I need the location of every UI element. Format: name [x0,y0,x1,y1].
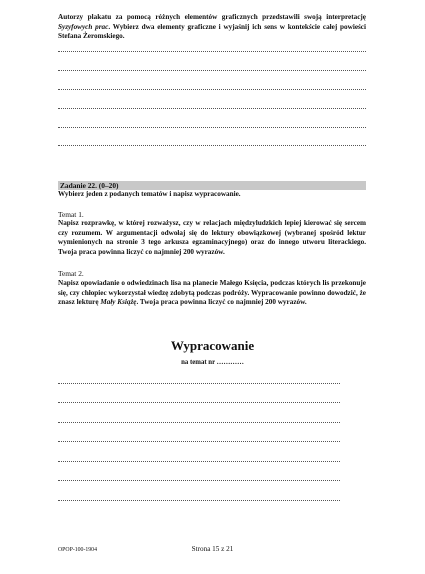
intro-text-b: . Wybierz dwa elementy graficzne i wyjaśnij ich sens w kontekście całej powieści Stefana Żeromskiego. [58,22,366,41]
task-instruction: Wybierz jeden z podanych tematów i napisz wypracowanie. [58,190,241,198]
essay-line[interactable] [58,402,340,403]
essay-line[interactable] [58,422,340,423]
answer-line[interactable] [58,70,366,71]
topic2-label: Temat 2. [58,269,84,278]
topic2-text-b: . Twoja praca powinna liczyć co najmniej 200 wyrazów. [136,298,307,307]
topic2-italic-title: Mały Książę [100,298,137,307]
topic2-text [58,279,366,308]
essay-line[interactable] [58,383,340,384]
essay-line[interactable] [58,461,340,462]
intro-paragraph [58,13,366,42]
answer-line[interactable] [58,145,366,146]
footer-page-number: Strona 15 z 21 [191,545,234,553]
answer-line[interactable] [58,127,366,128]
intro-text-a: Autorzy plakatu za pomocą różnych elementów graficznych przedstawili swoją interpretację [58,13,366,21]
footer-code: OPOP-100-1904 [58,547,97,553]
essay-title: Wypracowanie [170,338,255,353]
intro-italic-title: Syzyfowych prac [58,22,109,31]
task-title: Zadanie 22. (0–20) [60,181,119,190]
topic2-text-a: Napisz opowiadanie o odwiedzinach lisa na planecie Małego Księcia, podczas których lis przekonuje się, czy chłopiec wykorzystał wiedzę zdobytą podczas podróży. Wypracowanie powinno dowodzić, że znasz lekturę [58,279,366,307]
essay-line[interactable] [58,500,340,501]
essay-subtitle: na temat nr ………… [181,359,244,366]
topic1-label: Temat 1. [58,210,84,219]
topic1-text: Napisz rozprawkę, w której rozważysz, czy w relacjach międzyludzkich lepiej kierować się sercem czy rozumem. W argumentacji odwołaj się do lektury obowiązkowej (wybranej spośród lektur wymienionych na stronie 3 tego arkusza egzaminacyjnego) oraz do innego utworu literackiego. Twoja praca powinna liczyć co najmniej 200 wyrazów. [58,219,366,256]
essay-line[interactable] [58,441,340,442]
answer-line[interactable] [58,89,366,90]
answer-line[interactable] [58,108,366,109]
answer-line[interactable] [58,51,366,52]
essay-line[interactable] [58,480,340,481]
